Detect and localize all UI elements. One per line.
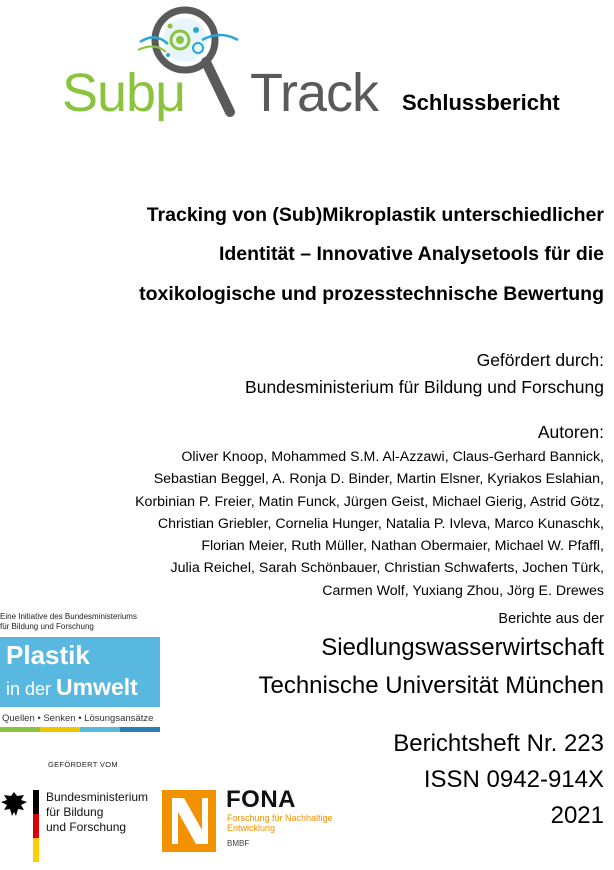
publication-year: 2021 — [550, 802, 604, 829]
fona-title: FONA — [226, 786, 296, 813]
authors-label: Autoren: — [537, 422, 604, 442]
plastik-logo-subtitle-bold: Umwelt — [56, 674, 138, 700]
series-label: Berichte aus der — [498, 611, 604, 627]
title-line-3: toxikologische und prozesstechnische Bewertung — [139, 283, 604, 305]
authors-line: Florian Meier, Ruth Müller, Nathan Obermaier, Michael W. Pfaffl, — [201, 538, 604, 555]
series-name: Siedlungswasserwirtschaft — [321, 634, 604, 661]
title-line-1: Tracking von (Sub)Mikroplastik unterschiedlicher — [146, 204, 604, 226]
authors-line: Carmen Wolf, Yuxiang Zhou, Jörg E. Drewes — [322, 582, 604, 599]
fona-subtitle-line-1: Forschung für Nachhaltige — [227, 813, 333, 823]
bmbf-name-line-1: Bundesministerium — [46, 790, 149, 804]
series-institution: Technische Universität München — [258, 672, 604, 699]
issn: ISSN 0942-914X — [423, 766, 604, 793]
german-flag-icon — [33, 790, 39, 862]
plastik-initiative-text — [0, 612, 137, 632]
authors-line: Christian Griebler, Cornelia Hunger, Natalia P. Ivleva, Marco Kunaschk, — [157, 515, 604, 532]
bmbf-name-line-3: und Forschung — [46, 820, 127, 834]
federal-eagle-icon — [0, 790, 28, 820]
funded-by-value: Bundesministerium für Bildung und Forschung — [245, 377, 604, 397]
report-type-heading: Schlussbericht — [402, 90, 560, 115]
plastik-logo-subtitle-prefix: in der — [6, 679, 57, 699]
report-number: Berichtsheft Nr. 223 — [393, 730, 604, 757]
logo-text-subu: Subμ — [62, 63, 186, 123]
authors-line: Julia Reichel, Sarah Schönbauer, Christian Schwaferts, Jochen Türk, — [170, 560, 604, 577]
plastik-logo-subtitle — [6, 674, 138, 701]
fona-mark-icon — [162, 790, 216, 852]
authors-list — [135, 446, 604, 602]
bmbf-name-line-2: für Bildung — [46, 805, 104, 819]
stripe-segment — [120, 727, 160, 732]
fona-subtitle-line-2: Entwicklung — [227, 823, 276, 833]
plastik-logo-title: Plastik — [6, 640, 90, 670]
authors-line: Sebastian Beggel, A. Ronja D. Binder, Martin Elsner, Kyriakos Eslahian, — [153, 471, 604, 488]
bmbf-funded-label: GEFÖRDERT VOM — [48, 760, 118, 769]
authors-line: Korbinian P. Freier, Matin Funck, Jürgen Geist, Michael Gierig, Astrid Götz, — [135, 493, 604, 510]
plastik-initiative-line-1: Eine Initiative des Bundesministeriums — [0, 612, 137, 621]
title-line-2: Identität – Innovative Analysetools für die — [218, 243, 604, 265]
funded-by-label: Gefördert durch: — [476, 350, 604, 370]
fona-subtitle — [227, 813, 333, 833]
plastik-logo-stripe — [0, 727, 160, 732]
stripe-segment — [40, 727, 80, 732]
stripe-segment — [80, 727, 120, 732]
fona-ministry: BMBF — [227, 839, 250, 848]
stripe-segment — [0, 727, 40, 732]
plastik-initiative-line-2: für Bildung und Forschung — [0, 622, 94, 631]
plastik-logo-tagline: Quellen • Senken • Lösungsansätze — [2, 713, 154, 724]
authors-line: Oliver Knoop, Mohammed S.M. Al-Azzawi, Claus-Gerhard Bannick, — [181, 449, 604, 465]
logo-text-track: Track — [250, 63, 378, 123]
bmbf-name — [46, 790, 148, 835]
